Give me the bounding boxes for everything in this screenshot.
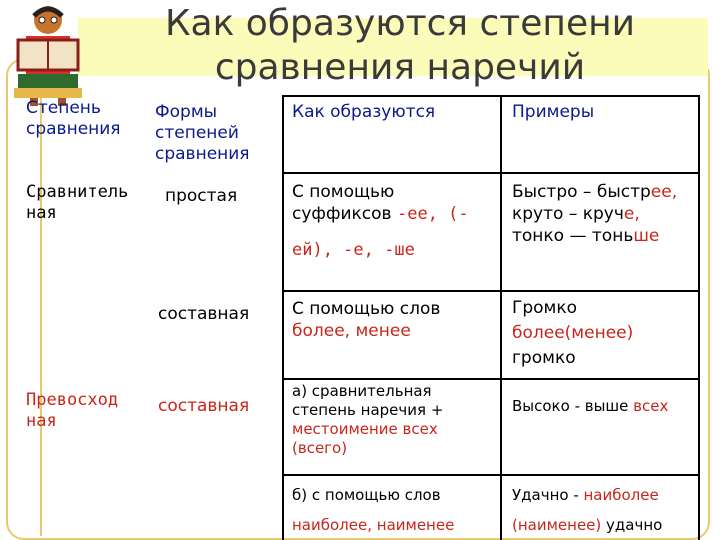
- title-line-1: Как образуются степени: [164, 3, 636, 44]
- form-simple: простая: [165, 186, 238, 206]
- table-row-divider-1: [282, 172, 700, 174]
- page-title: [100, 2, 700, 90]
- table-row-divider-3: [282, 378, 700, 380]
- student-reading-icon: [8, 2, 88, 106]
- header-how: Как образуются: [292, 102, 436, 122]
- header-degree: Степень сравнения: [26, 98, 121, 139]
- table-row-divider-4: [282, 474, 700, 476]
- how-compound: С помощью слов более, менее: [292, 299, 441, 341]
- example-superlative-a: Высоко - выше всех: [512, 397, 669, 415]
- how-superlative-b: б) с помощью слов наиболее, наименее: [292, 486, 455, 534]
- table-row-divider-2: [282, 290, 700, 292]
- degree-comparative: Сравнитель ная: [26, 182, 129, 223]
- header-examples: Примеры: [512, 102, 595, 122]
- example-simple: Быстро – быстрее, круто – круче, тонко — тоньше: [512, 182, 678, 246]
- form-superlative: составная: [158, 396, 250, 416]
- header-forms: Формы степеней сравнения: [155, 102, 250, 164]
- how-superlative-a: а) сравнительная степень наречия + местоимение всех (всего): [292, 382, 444, 457]
- degree-superlative: Превосход ная: [26, 390, 119, 431]
- how-simple: С помощью суффиксов -ее, (- ей), -е, -ше: [292, 182, 469, 260]
- form-compound: составная: [158, 304, 250, 324]
- example-compound: Громко более(менее) громко: [512, 298, 634, 368]
- title-line-2: сравнения наречий: [214, 47, 586, 88]
- table-border-top: [282, 95, 700, 97]
- example-superlative-b: Удачно - наиболее (наименее) удачно: [512, 486, 663, 534]
